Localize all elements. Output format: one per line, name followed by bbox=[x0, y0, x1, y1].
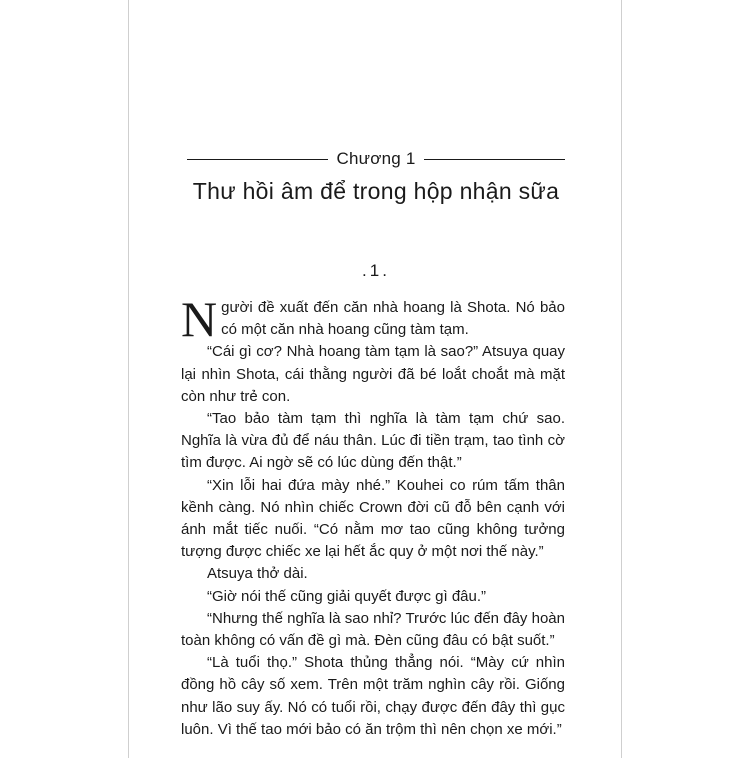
chapter-rule-left bbox=[187, 159, 328, 160]
chapter-rule-right bbox=[424, 159, 565, 160]
paragraph-3: “Tao bảo tàm tạm thì nghĩa là tàm tạm chứ sao. Nghĩa là vừa đủ để náu thân. Lúc đi tiền trạm, tao tình cờ tìm được. Ai ngờ sẽ có lúc dùng đến thật.” bbox=[181, 410, 565, 472]
chapter-heading bbox=[187, 146, 565, 172]
paragraph-1-text: gười đề xuất đến căn nhà hoang là Shota. Nó bảo có một căn nhà hoang cũng tàm tạm. bbox=[221, 299, 565, 339]
paragraph-6: “Giờ nói thế cũng giải quyết được gì đâu.” bbox=[207, 587, 487, 605]
paragraph-5: Atsuya thở dài. bbox=[207, 565, 308, 583]
chapter-title: Thư hồi âm để trong hộp nhận sữa bbox=[192, 178, 560, 204]
drop-cap: N bbox=[181, 291, 218, 347]
paragraph-4: “Xin lỗi hai đứa mày nhé.” Kouhei co rúm tấm thân kềnh càng. Nó nhìn chiếc Crown đời cũ đỗ bên cạnh với ánh mắt tiếc nuối. “Có nằm mơ tao cũng không tưởng tượng được chiếc xe lại hết ắc quy ở một nơi thế này.” bbox=[181, 476, 565, 561]
paragraph-2: “Cái gì cơ? Nhà hoang tàm tạm là sao?” Atsuya quay lại nhìn Shota, cái thằng người đã bé loắt choắt mà mặt còn như trẻ con. bbox=[181, 343, 565, 405]
book-page bbox=[128, 0, 622, 758]
chapter-label: Chương 1 bbox=[336, 149, 416, 168]
section-number: .1. bbox=[362, 261, 390, 280]
paragraph-7: “Nhưng thế nghĩa là sao nhỉ? Trước lúc đến đây hoàn toàn không có vấn đề gì mà. Đèn cũng đâu có bật suốt.” bbox=[181, 609, 565, 650]
paragraph-1 bbox=[181, 291, 565, 347]
paragraph-8: “Là tuổi thọ.” Shota thủng thẳng nói. “Mày cứ nhìn đồng hồ cây số xem. Trên một trăm nghìn cây rồi. Giống như lão suy ấy. Nó có tuổi rồi, chạy được đến đây thì gục luôn. Vì thế tao mới bảo có ăn trộm thì nên chọn xe mới.” bbox=[181, 654, 565, 738]
body-text bbox=[181, 291, 565, 741]
